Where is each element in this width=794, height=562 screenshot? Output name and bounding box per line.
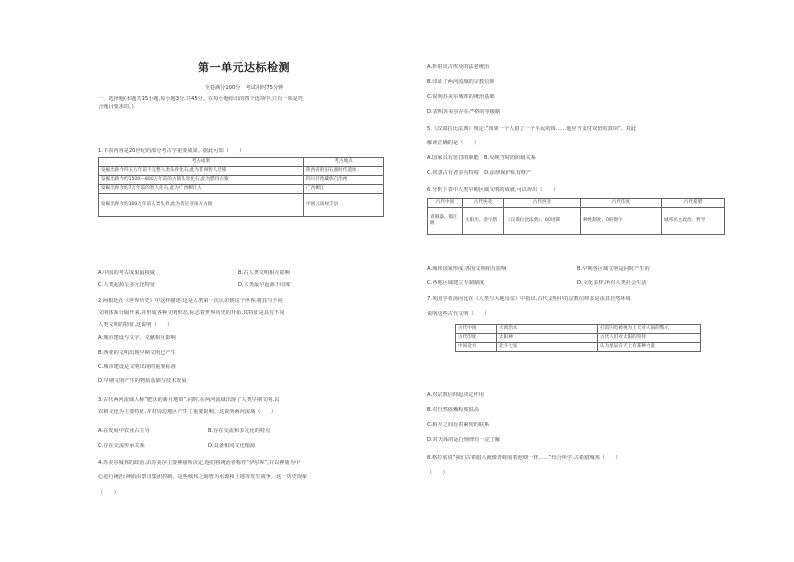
table-header: 古代中国 [428, 199, 463, 208]
q7-line-2: 说明这些古代文明（ ） [427, 311, 490, 317]
q6-table [427, 198, 725, 235]
q3-option-d[interactable]: D.具备相同文化根源 [208, 443, 256, 449]
q6-option-d[interactable]: D.文化多样,所有人类社会生活 [577, 280, 647, 286]
q1-option-d[interactable]: D.人类最早起源于印度 [238, 282, 291, 288]
table-cell: 《汉谟拉比法典》、60进制 [504, 208, 581, 235]
table-header: 考古成果 [99, 158, 304, 167]
q5-line-2: 解读正确的是（ ） [427, 140, 479, 146]
q6-option-a[interactable]: A.城邦国家形成,各国文明相互影响 [427, 266, 507, 272]
q8-line-1: 8.格拉底说“我们古希腊人就像青蛙围着池塘一样……”结合所学,古希腊城邦（ ） [427, 455, 621, 461]
q2-line-3: 人类文明的特征,这说明（ ） [98, 322, 173, 328]
q7-line-1: 7.英国学者汤因比在《人类与大地母亲》中指出,古代文明中的宗教信仰多是由其自然环境 [427, 296, 631, 302]
q6-stem: 6.分析下表中人类早期区域文明的成就,可以得出（ ） [427, 187, 559, 193]
table-cell: 太阳历、金字塔 [463, 208, 504, 235]
table-cell: 北斗七星 [497, 343, 598, 352]
q2-option-a[interactable]: A.城市建设与文字、文献相互影响 [98, 335, 176, 341]
q2-option-d[interactable]: D.早期文明产生的物质基础与技术发展 [98, 378, 187, 384]
table-cell: 打雷闪电被视为上天对人间的警示 [598, 325, 701, 334]
q5-option-cd[interactable]: C.奴隶占有者享有特权 D.法律保护私有财产 [427, 170, 532, 176]
q3-line-2: 农耕文化为主要特征,并对周边地区产生了重要影响。这说明两河流域（ ） [98, 409, 277, 415]
table-header-row [99, 158, 384, 167]
q1-stem: 1.下表内容是20世纪的部分考古学重要成果。据此可知（ ） [98, 148, 245, 154]
q6-option-c[interactable]: C.各地区域建立专制制度 [427, 280, 485, 286]
q3-option-b[interactable]: B.存在交流和多元化的特点 [208, 428, 271, 434]
table-cell: 广西柳江 [304, 185, 384, 194]
page-subtitle: 全卷满分100分 考试用时75分钟 [204, 85, 284, 91]
q1-table [98, 157, 384, 217]
table-cell: 古代中国 [456, 325, 497, 334]
q2-line-1: 2.阿根廷在《世界历史》中这样描述:这是人类第一次认识到这个世界,将其与不同 [98, 298, 283, 304]
q8-line-2: （ ） [427, 470, 448, 476]
table-cell: 中国北方 [456, 343, 497, 352]
q7-table [455, 324, 701, 352]
table-header: 古代印度 [581, 199, 662, 208]
q4-option-c[interactable]: C.说明苏美尔城邦的统治基础 [427, 94, 495, 100]
page-title: 第一单元达标检测 [198, 61, 290, 74]
table-row [99, 176, 384, 185]
q4-line-2: 心进行统治;神庙由祭司集团控制。这些城邦之间曾为水源和土地等发生战争。这一历史现象 [98, 474, 308, 480]
table-cell: 古代印度 [456, 334, 497, 343]
table-cell: 陕西省的旧石器时代遗址 [304, 167, 384, 176]
table-cell: 大禹治水 [497, 325, 598, 334]
table-header: 古代西亚 [504, 199, 581, 208]
table-row [428, 208, 725, 235]
q7-option-b[interactable]: B.对自然依赖程度很高 [427, 407, 479, 413]
table-cell: 青铜器、都江堰 [428, 208, 463, 235]
table-header: 古代希腊 [662, 199, 725, 208]
table-cell: 中国云南禄丰县 [304, 194, 384, 217]
table-header: 古代埃及 [463, 199, 504, 208]
table-row [99, 194, 384, 217]
q4-option-d[interactable]: D.表明苏美尔存在严格的等级制 [427, 109, 501, 115]
q3-line-1: 3.古代两河流域人称“肥沃的新月地带”,同时,在两河流域出现了人类早期文明,以 [98, 397, 280, 403]
table-cell: 古代人们对太阳的崇拜 [598, 334, 701, 343]
table-cell: 发掘出距今四五万年前不完整人类头骨化石,此为非洲智人迁移 [99, 167, 304, 176]
q5-option-ab[interactable]: A.国家具有惩罚的职能 B.反映当时的阶级关系 [427, 155, 536, 161]
table-cell: 发掘出距今约300万年前人类头骨,此为肯尼亚南方古猿 [99, 194, 304, 217]
q2-option-c[interactable]: C.城市建设是文明出现的重要标准 [98, 364, 176, 370]
q1-option-b[interactable]: B.古人类文明相互影响 [238, 270, 290, 276]
table-cell: 认为星辰在天上有某种力量 [598, 343, 701, 352]
q4-line-1: 4.苏美尔城邦的政治,由苏美尔主要神庙所决定,他们将统治者称作“伊尔库”,并以神庙为中 [98, 460, 301, 466]
table-header-row [428, 199, 725, 208]
table-row [456, 334, 701, 343]
q2-line-2: 文明体系分隔开来,并形成各种文明形态,标志着世界历史的开始,其特征是具有不同 [98, 310, 285, 316]
table-cell: 四川甘孜藏族自治州 [304, 176, 384, 185]
table-cell: 种姓制度、0的数字 [581, 208, 662, 235]
table-row [99, 167, 384, 176]
q4-option-b[interactable]: B.印证了两河流域的宗教信仰 [427, 79, 495, 85]
table-row [456, 325, 701, 334]
q4-option-a[interactable]: A.折射出古埃及的法老统治 [427, 64, 490, 70]
section-intro-line-1: 一、选择题(本题共15小题,每小题3分,共45分。在每小题给出的四个选项中,只有一项是符 [98, 96, 304, 102]
table-header: 考古地点 [304, 158, 384, 167]
q7-option-d[interactable]: D.对天体的运行规律有一定了解 [427, 437, 501, 443]
q3-option-c[interactable]: C.存在交流传承关系 [98, 443, 145, 449]
q2-option-b[interactable]: B.西亚的文明出现早期文明已产生 [98, 350, 176, 356]
section-intro-line-2: 合题目要求的。) [98, 104, 134, 110]
table-row [99, 185, 384, 194]
table-cell: 太阳神 [497, 334, 598, 343]
q3-option-a[interactable]: A.在发展中农业占主导 [98, 428, 150, 434]
q7-option-c[interactable]: C.相互之间有着紧密的联系 [427, 422, 490, 428]
table-row [456, 343, 701, 352]
q1-option-c[interactable]: C.人类起源呈多元化特征 [98, 282, 156, 288]
table-cell: 城邦民主政治、哲学 [662, 208, 725, 235]
q1-option-a[interactable]: A.中国的考古成果最权威 [98, 270, 155, 276]
table-cell: 发掘出距今约1500—800万年前的古猿头骨化石,此为腊玛古猿 [99, 176, 304, 185]
q4-line-3: （ ） [98, 490, 119, 496]
q6-option-b[interactable]: B.早期各区域文明是同时产生的 [577, 266, 650, 272]
table-cell: 发掘出距今约7万年前的智人化石,此为广西柳江人 [99, 185, 304, 194]
q7-option-a[interactable]: A.对宗教信仰起决定作用 [427, 392, 484, 398]
q5-line-1: 5.《汉谟拉比法典》规定:“如果一个人借了一个平民的钱……他应当支付双倍的款项”。对此 [427, 126, 637, 132]
